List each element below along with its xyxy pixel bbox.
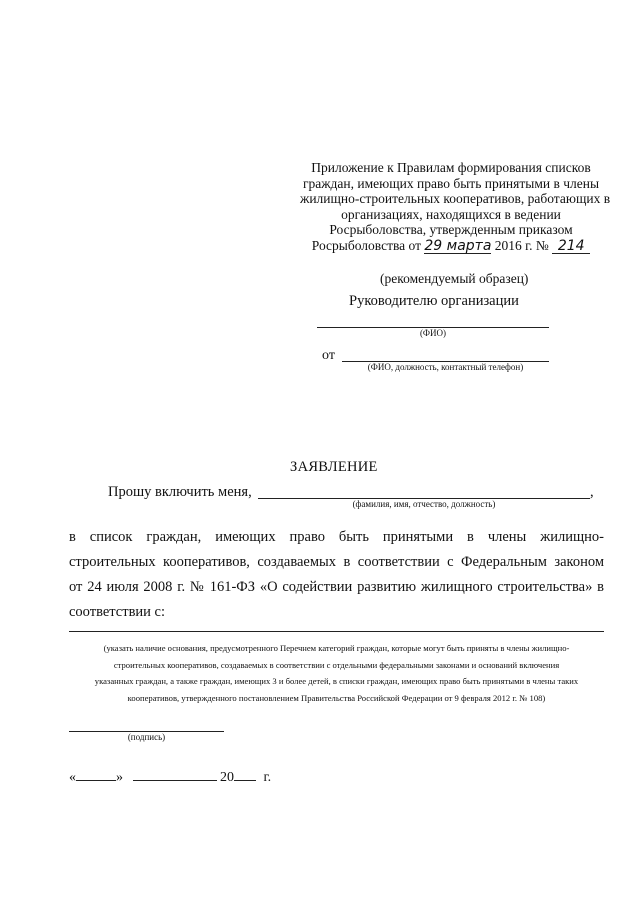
body-paragraph xyxy=(69,525,604,625)
basis-note xyxy=(69,640,604,706)
request-caption: (фамилия, имя, отчество, должность) xyxy=(352,499,496,509)
order-date-handwritten: 29 марта xyxy=(424,237,492,254)
order-year: 2016 г. № xyxy=(494,237,549,253)
basis-note-line-3: указанных граждан, а также граждан, имеющих 3 и более детей, в списки граждан, имеющих право быть принятыми в члены таких xyxy=(94,676,579,686)
appendix-line-4: организациях, находящихся в ведении xyxy=(341,206,561,222)
from-caption: (ФИО, должность, контактный телефон) xyxy=(367,362,524,372)
document-title: ЗАЯВЛЕНИЕ xyxy=(290,459,378,475)
request-lead: Прошу включить меня, xyxy=(108,484,252,500)
appendix-header xyxy=(300,160,611,254)
date-close-quote: » xyxy=(116,770,123,785)
date-year-suffix: г. xyxy=(263,770,272,785)
basis-note-line-2: строительных кооперативов, создаваемых в соответствии с отдельными федеральными законами и оснований включения xyxy=(113,659,560,670)
body-line-4: соответствии с: xyxy=(69,604,166,620)
sample-note: (рекомендуемый образец) xyxy=(380,271,529,286)
signature-caption: (подпись) xyxy=(127,732,166,742)
request-comma: , xyxy=(590,484,594,500)
date-century: 20 xyxy=(220,770,234,785)
appendix-line-3: жилищно-строительных кооперативов, работающих в xyxy=(300,191,611,206)
basis-line xyxy=(69,631,604,632)
addressee: Руководителю организации xyxy=(349,293,519,309)
appendix-line-2: граждан, имеющих право быть принятыми в члены xyxy=(302,175,600,191)
appendix-line-1: Приложение к Правилам формирования списков xyxy=(311,160,591,175)
basis-note-line-4: кооперативов, утвержденного постановлением Правительства Российской Федерации от 9 февраля 2012 г. № 108) xyxy=(127,692,546,703)
order-prefix: Росрыболовства от xyxy=(311,237,422,253)
date-day-blank xyxy=(76,768,116,781)
date-month-blank xyxy=(133,768,217,781)
from-label: от xyxy=(322,348,335,363)
body-line-2: строительных кооперативов, создаваемых в соответствии с Федеральным законом xyxy=(69,554,604,570)
appendix-order-line xyxy=(300,238,602,254)
appendix-line-5: Росрыболовства, утвержденным приказом xyxy=(329,222,573,237)
fio-caption: (ФИО) xyxy=(419,328,447,338)
body-line-1: в список граждан, имеющих право быть принятыми в члены жилищно- xyxy=(69,529,604,545)
basis-note-line-1: (указать наличие основания, предусмотренного Перечнем категорий граждан, которые могут быть приняты в члены жилищно- xyxy=(103,643,570,653)
date-line xyxy=(69,768,271,786)
date-open-quote: « xyxy=(69,770,76,785)
date-year-blank xyxy=(234,768,256,781)
body-line-3: от 24 июля 2008 г. № 161-ФЗ «О содействии развитию жилищного строительства» в xyxy=(69,579,604,595)
order-number-handwritten: 214 xyxy=(552,240,590,254)
